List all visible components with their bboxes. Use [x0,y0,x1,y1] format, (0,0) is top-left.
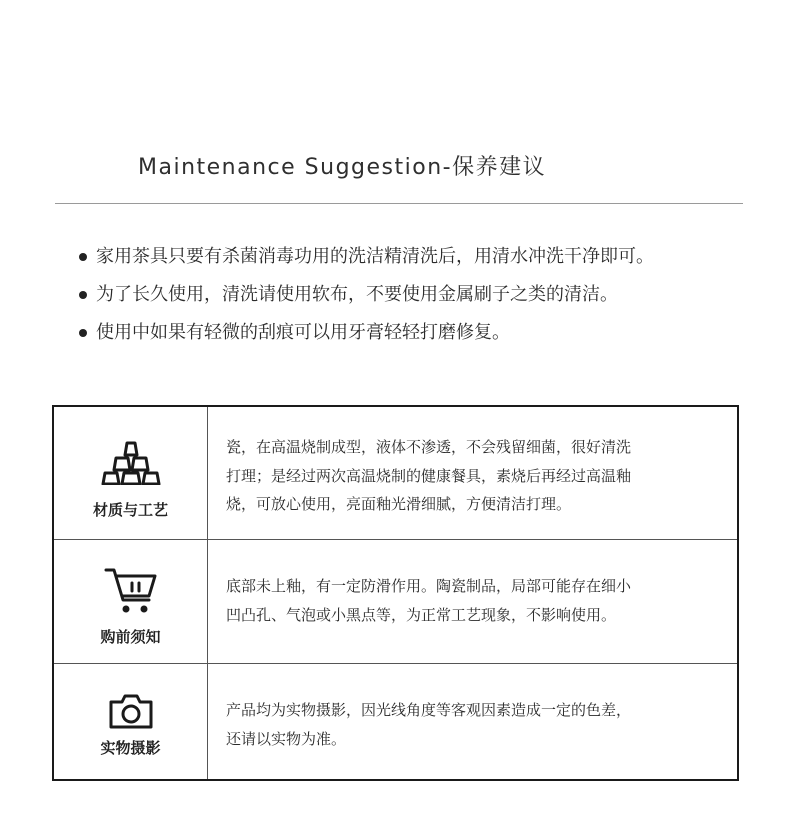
care-tip-text: 为了长久使用，清洗请使用软布，不要使用金属刷子之类的清洁。 [96,284,618,305]
description-line: 打理；是经过两次高温烧制的健康餐具，素烧后再经过高温釉 [226,466,632,485]
table-row-notice [54,540,737,664]
description-line: 烧，可放心使用，亮面釉光滑细腻，方便清洁打理。 [226,495,572,513]
row-description [226,572,723,629]
care-tip-text: 使用中如果有轻微的刮痕可以用牙膏轻轻打磨修复。 [96,322,510,343]
description-line: 底部未上釉，有一定防滑作用。陶瓷制品，局部可能存在细小 [226,577,632,595]
care-tip [76,280,654,318]
label-cell [54,664,208,779]
description-line: 产品均为实物摄影，因光线角度等客观因素造成一定的色差， [226,701,632,719]
label-cell [54,407,208,539]
table-row-material [54,407,737,540]
care-tip [76,242,654,280]
row-description [226,433,723,519]
stacked-bars-icon [100,439,162,485]
info-table [52,405,739,781]
bullet-dot [79,253,87,261]
row-label: 实物摄影 [100,739,161,757]
shopping-cart-icon [103,566,159,616]
row-label: 购前须知 [100,628,161,646]
care-tip [76,318,654,356]
care-tips-list [76,242,654,356]
care-tip-text: 家用茶具只要有杀菌消毒功用的洗洁精清洗后，用清水冲洗干净即可。 [96,246,654,267]
bullet-dot [79,329,87,337]
title-divider [55,203,743,204]
row-label: 材质与工艺 [92,501,168,519]
camera-icon [108,692,154,730]
section-title: Maintenance Suggestion-保养建议 [138,155,547,180]
description-line: 凹凸孔、气泡或小黑点等，为正常工艺现象，不影响使用。 [226,605,617,624]
bullet-dot [79,291,87,299]
description-line: 还请以实物为准。 [226,729,347,748]
label-cell [54,540,208,663]
row-description [226,696,723,753]
table-row-photo [54,664,737,779]
description-line: 瓷，在高温烧制成型，液体不渗透，不会残留细菌，很好清洗 [226,438,632,456]
